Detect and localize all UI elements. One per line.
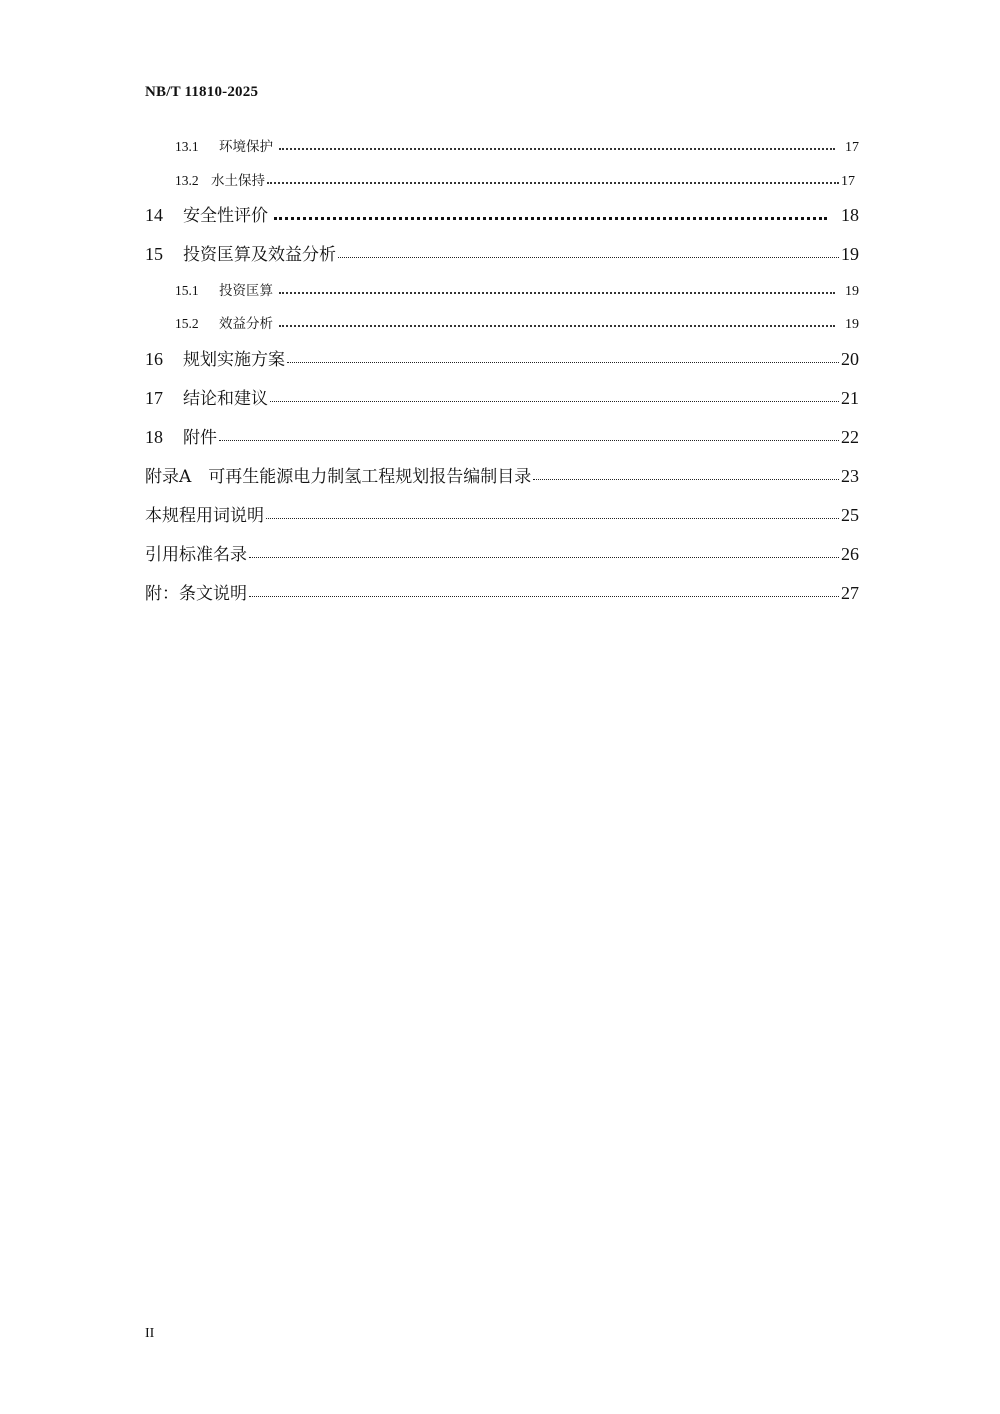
toc-entry-number: 15.1 (175, 283, 199, 298)
toc-entry-number: 13.2 (175, 173, 199, 188)
dot-leader (270, 401, 839, 402)
toc-entry-title: 环境保护 (219, 139, 273, 155)
toc-entry-title: 水土保持 (211, 173, 265, 189)
toc-entry-title: 效益分析 (219, 316, 273, 332)
dot-leader (279, 148, 835, 150)
toc-entry-page: 18 (841, 205, 859, 225)
toc-entry-referenced-standards[interactable] (145, 540, 859, 565)
dot-leader (266, 518, 839, 519)
toc-entry-title: 结论和建议 (183, 389, 268, 409)
toc-entry-title: 附录A 可再生能源电力制氢工程规划报告编制目录 (145, 467, 532, 487)
dot-leader (267, 182, 839, 184)
toc-entry-title: 本规程用词说明 (145, 506, 264, 526)
dot-leader (249, 557, 839, 558)
toc-entry-terminology[interactable] (145, 501, 859, 526)
toc-entry-15-1[interactable] (175, 279, 859, 300)
toc-entry-title: 投资匡算 (219, 283, 273, 299)
toc-entry-15-2[interactable] (175, 312, 859, 333)
dot-leader (274, 217, 827, 220)
toc-entry-page: 22 (841, 427, 859, 447)
toc-entry-page: 19 (845, 317, 859, 332)
toc-entry-17[interactable] (145, 384, 859, 409)
toc-entry-14[interactable] (145, 201, 859, 226)
toc-entry-title: 安全性评价 (183, 206, 268, 226)
toc-entry-page: 27 (841, 583, 859, 603)
toc-entry-18[interactable] (145, 423, 859, 448)
toc-entry-number: 18 (145, 427, 163, 447)
dot-leader (279, 292, 835, 294)
toc-entry-15[interactable] (145, 240, 859, 265)
toc-entry-13-2[interactable] (175, 169, 855, 190)
toc-entry-number: 14 (145, 205, 163, 225)
toc-entry-title: 投资匡算及效益分析 (183, 245, 336, 265)
toc-entry-title: 附：条文说明 (145, 584, 247, 604)
toc-entry-number: 15.2 (175, 316, 199, 331)
dot-leader (338, 257, 839, 258)
dot-leader (287, 362, 839, 363)
dot-leader (249, 596, 839, 597)
toc-entry-number: 16 (145, 349, 163, 369)
toc-entry-page: 23 (841, 466, 859, 486)
toc-entry-number: 13.1 (175, 139, 199, 154)
toc-entry-page: 19 (841, 244, 859, 264)
page-number: II (145, 1326, 155, 1341)
toc-entry-page: 20 (841, 349, 859, 369)
toc-entry-16[interactable] (145, 345, 859, 370)
toc-entry-title: 规划实施方案 (183, 350, 285, 370)
toc-entry-page: 25 (841, 505, 859, 525)
toc-entry-number: 17 (145, 388, 163, 408)
toc-entry-page: 26 (841, 544, 859, 564)
toc-entry-page: 17 (845, 140, 859, 155)
toc-entry-13-1[interactable] (175, 135, 859, 156)
toc-entry-explanation[interactable] (145, 579, 859, 604)
dot-leader (533, 479, 839, 480)
toc-entry-page: 17 (841, 174, 855, 189)
toc-entry-title: 引用标准名录 (145, 545, 247, 565)
toc-entry-page: 21 (841, 388, 859, 408)
document-code-header: NB/T 11810-2025 (145, 84, 259, 100)
toc-entry-appendix-a[interactable] (145, 462, 859, 487)
toc-entry-title: 附件 (183, 428, 217, 448)
dot-leader (279, 325, 835, 327)
toc-entry-page: 19 (845, 284, 859, 299)
toc-entry-number: 15 (145, 244, 163, 264)
dot-leader (219, 440, 839, 441)
